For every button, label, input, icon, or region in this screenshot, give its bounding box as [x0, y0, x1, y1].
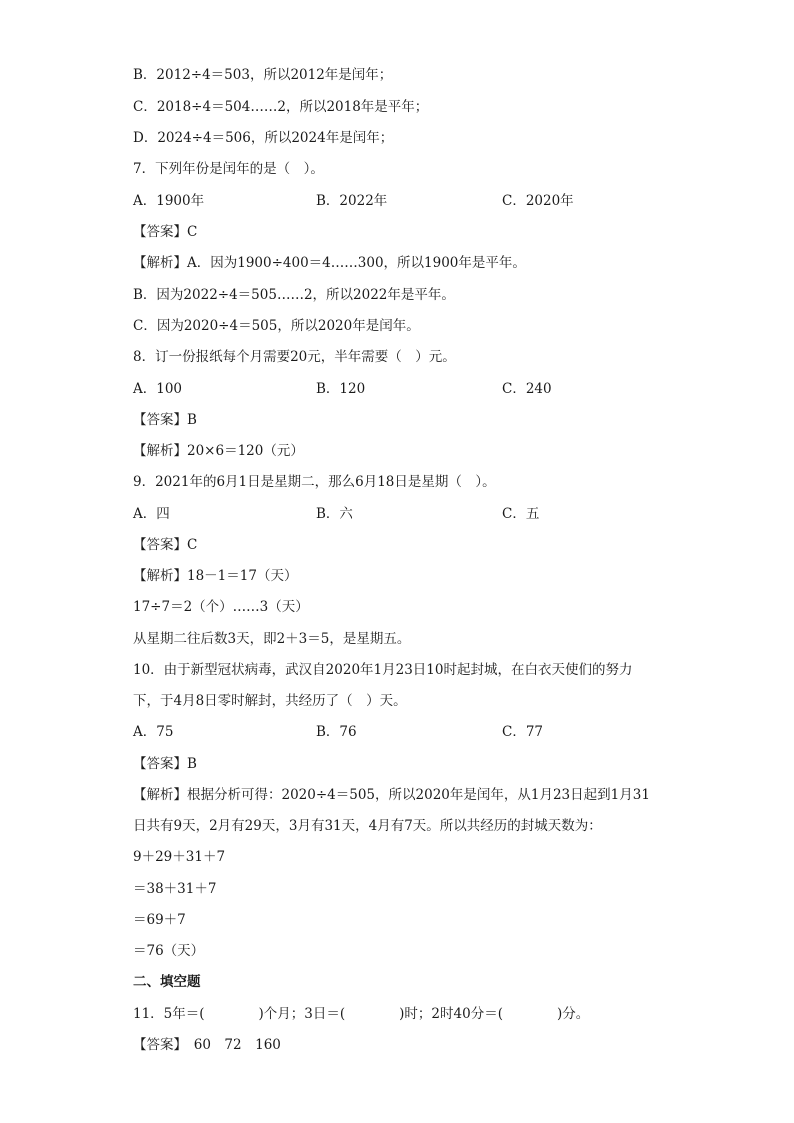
question-10-continued: 下，于4月8日零时解封，共经历了（ ）天。: [133, 693, 407, 709]
answer-line: 【答案】C: [133, 537, 198, 553]
answer-line: 【答案】 60 72 160: [133, 1037, 281, 1053]
question-7-options: [133, 192, 733, 210]
option-a: A．100: [133, 381, 183, 397]
question-8: 8．订一份报纸每个月需要20元，半年需要（ ）元。: [133, 349, 456, 365]
option-c: C．五: [502, 506, 540, 522]
explanation-line: 日共有9天，2月有29天，3月有31天，4月有7天。所以共经历的封城天数为：: [133, 818, 602, 834]
question-10-options: [133, 723, 733, 741]
option-a: A．1900年: [133, 193, 205, 209]
option-line: B．2012÷4＝503，所以2012年是闰年；: [133, 67, 393, 83]
question-9: 9．2021年的6月1日是星期二，那么6月18日是星期（ ）。: [133, 474, 496, 490]
option-line: C．2018÷4＝504……2，所以2018年是平年；: [133, 99, 429, 115]
explanation-line: 【解析】20×6＝120（元）: [133, 443, 304, 459]
option-b: B．76: [316, 724, 357, 740]
option-a: A．75: [133, 724, 174, 740]
option-b: B．2022年: [316, 193, 388, 209]
calculation-line: ＝69＋7: [133, 912, 186, 928]
calculation-line: ＝76（天）: [133, 943, 205, 959]
explanation-line: 从星期二往后数3天，即2＋3＝5，是星期五。: [133, 631, 411, 647]
option-b: B．120: [316, 381, 366, 397]
option-line: D．2024÷4＝506，所以2024年是闰年；: [133, 130, 394, 146]
answer-line: 【答案】C: [133, 224, 198, 240]
question-10: 10．由于新型冠状病毒，武汉自2020年1月23日10时起封城，在白衣天使们的努力: [133, 662, 633, 678]
calculation-line: 9＋29＋31＋7: [133, 849, 226, 865]
explanation-line: 【解析】根据分析可得：2020÷4＝505，所以2020年是闰年，从1月23日起到1月31: [133, 787, 650, 803]
question-8-options: [133, 380, 733, 398]
answer-line: 【答案】B: [133, 756, 197, 772]
explanation-line: 17÷7＝2（个）……3（天）: [133, 599, 309, 615]
calculation-line: ＝38＋31＋7: [133, 881, 217, 897]
explanation-line: B．因为2022÷4＝505……2，所以2022年是平年。: [133, 287, 455, 303]
explanation-line: C．因为2020÷4＝505，所以2020年是闰年。: [133, 318, 420, 334]
option-c: C．77: [502, 724, 544, 740]
question-11: 11．5年＝( )个月；3日＝( )时；2时40分＝( )分。: [133, 1006, 590, 1022]
option-a: A．四: [133, 506, 170, 522]
question-7: 7．下列年份是闰年的是（ ）。: [133, 161, 324, 177]
option-b: B．六: [316, 506, 353, 522]
explanation-line: 【解析】18－1＝17（天）: [133, 568, 298, 584]
question-9-options: [133, 505, 733, 523]
option-c: C．2020年: [502, 193, 574, 209]
explanation-line: 【解析】A．因为1900÷400＝4……300，所以1900年是平年。: [133, 255, 526, 271]
section-heading: 二、填空题: [133, 974, 201, 990]
answer-line: 【答案】B: [133, 412, 197, 428]
option-c: C．240: [502, 381, 552, 397]
